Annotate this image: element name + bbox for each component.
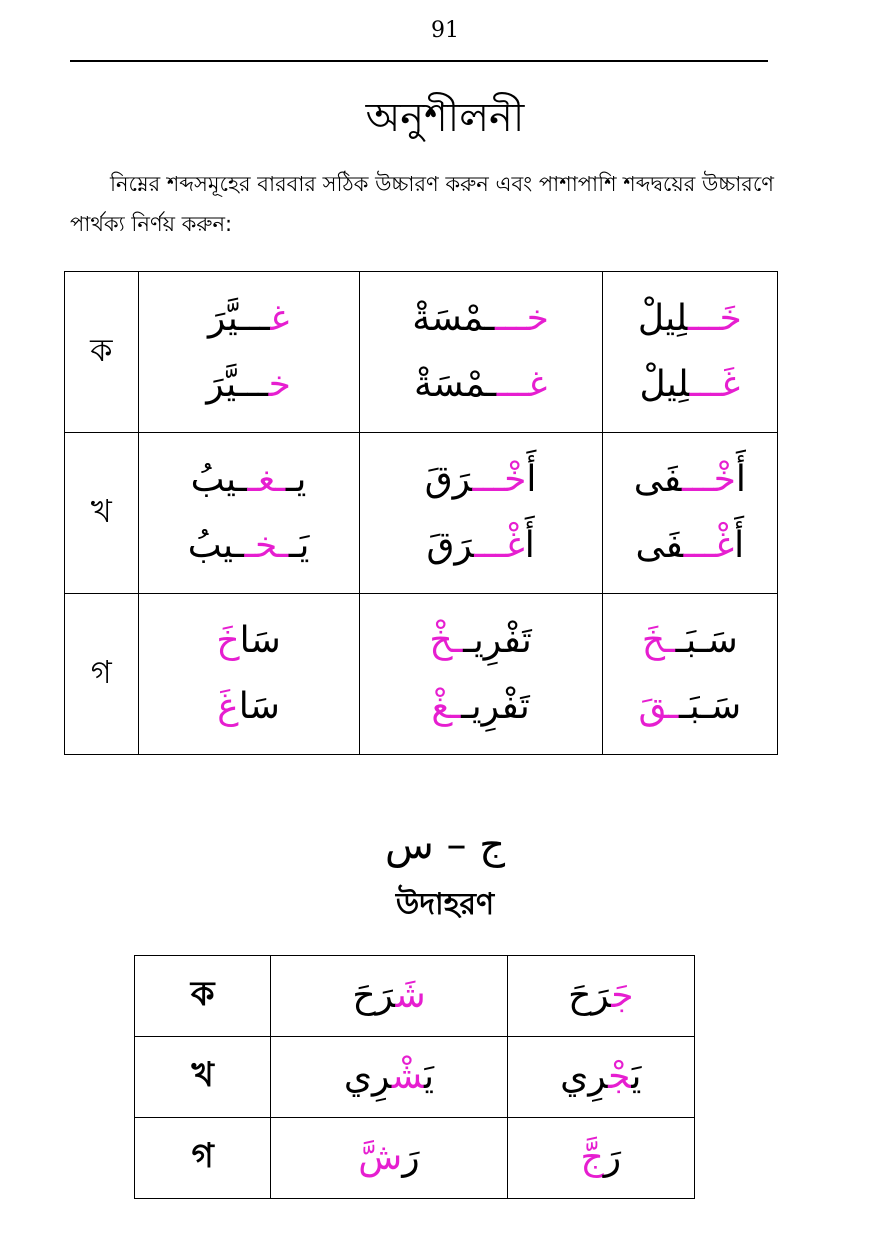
arabic-hl: غَـــ <box>689 364 741 405</box>
arabic-word-bottom <box>360 674 602 740</box>
arabic-word <box>508 1119 694 1197</box>
arabic-post: ـمْسَةْ <box>413 364 497 405</box>
page-number: 91 <box>431 18 459 43</box>
arabic-hl: غْـــ <box>474 525 525 566</box>
example-heading: উদাহরণ <box>395 887 495 922</box>
arabic-hl: ـغـ <box>247 459 286 500</box>
example-word-cell <box>507 1118 694 1199</box>
arabic-hl: جْ <box>608 1056 632 1097</box>
arabic-hl: ـغْ <box>431 686 462 727</box>
arabic-hl: ـخَ <box>641 620 676 661</box>
row-label: ক <box>135 956 271 1037</box>
arabic-pre: تَفْرِيـ <box>461 686 530 727</box>
row-label: খ <box>65 433 139 594</box>
arabic-word-top <box>139 608 359 674</box>
arabic-word <box>271 957 506 1035</box>
table-row <box>65 433 778 594</box>
arabic-hl: خْـــ <box>681 459 736 500</box>
arabic-post: رِي <box>560 1056 609 1097</box>
example-table <box>134 955 695 1199</box>
arabic-pre: سَا <box>238 686 280 727</box>
arabic-word-bottom <box>603 352 777 418</box>
arabic-word-bottom <box>139 352 359 418</box>
word-pair-cell <box>602 433 777 594</box>
arabic-hl: غَ <box>217 686 239 727</box>
arabic-hl: شَّ <box>358 1137 403 1178</box>
arabic-pre: سَـبَـ <box>679 686 742 727</box>
arabic-hl: ـقَ <box>638 686 680 727</box>
arabic-word-top <box>603 286 777 352</box>
arabic-word-top <box>139 286 359 352</box>
word-pair-cell <box>138 272 359 433</box>
arabic-pre: يَـ <box>288 525 310 566</box>
arabic-post: ـــيَّرَ <box>206 364 269 405</box>
page-title: অনুশীলনী <box>365 95 525 141</box>
arabic-word-top <box>360 286 602 352</box>
example-word-cell <box>507 1037 694 1118</box>
arabic-hl: خَـــ <box>687 298 742 339</box>
arabic-post: ـــيَّرَ <box>207 298 271 339</box>
row-label: ক <box>65 272 139 433</box>
arabic-post: ـيبُ <box>187 525 245 566</box>
arabic-hl: خ <box>268 364 291 405</box>
arabic-word-bottom <box>603 513 777 579</box>
arabic-hl: غ <box>270 298 290 339</box>
arabic-pre: سَا <box>239 620 281 661</box>
arabic-hl: خَ <box>216 620 240 661</box>
table-row <box>135 1118 695 1199</box>
arabic-pre: أَ <box>734 525 745 566</box>
arabic-hl: جَ <box>611 975 634 1016</box>
word-pair-cell <box>359 594 602 755</box>
exercise-table <box>64 271 778 755</box>
arabic-pre: أَ <box>735 459 746 500</box>
arabic-post: رَحَ <box>568 975 612 1016</box>
arabic-hl: جَّ <box>580 1137 604 1178</box>
arabic-post: رَحَ <box>352 975 396 1016</box>
arabic-word <box>508 957 694 1035</box>
row-label: গ <box>135 1118 271 1199</box>
arabic-post: ـيبُ <box>190 459 248 500</box>
arabic-word-bottom <box>139 674 359 740</box>
arabic-pre: رَ <box>603 1137 622 1178</box>
arabic-post: رَقَ <box>424 459 473 500</box>
arabic-post: لِيلْ <box>637 298 688 339</box>
table-row <box>135 956 695 1037</box>
arabic-pre: يَ <box>631 1056 642 1097</box>
table-row <box>135 1037 695 1118</box>
arabic-hl: غْـــ <box>683 525 735 566</box>
arabic-hl: ـخـ <box>244 525 289 566</box>
example-word-cell <box>271 1118 507 1199</box>
arabic-word-top <box>603 447 777 513</box>
arabic-hl: خـــ <box>495 298 549 339</box>
word-pair-cell <box>138 594 359 755</box>
header-rule <box>70 60 768 62</box>
instruction-text: নিম্নের শব্দসমূহের বারবার সঠিক উচ্চারণ করুন এবং পাশাপাশি শব্দদ্বয়ের উচ্চারণে পার্থক্য নির্ণয় করুন: <box>70 172 774 236</box>
arabic-pre: رَ <box>402 1137 420 1178</box>
arabic-word-bottom <box>139 513 359 579</box>
arabic-word <box>271 1119 506 1197</box>
arabic-word-top <box>360 608 602 674</box>
arabic-word <box>508 1038 694 1116</box>
arabic-hl: غـــ <box>496 364 548 405</box>
row-label: গ <box>65 594 139 755</box>
word-pair-cell <box>602 272 777 433</box>
arabic-post: فَى <box>635 525 684 566</box>
row-label: খ <box>135 1037 271 1118</box>
arabic-pre: أَ <box>526 459 537 500</box>
arabic-post: ـمْسَةْ <box>412 298 496 339</box>
arabic-word-bottom <box>360 352 602 418</box>
word-pair-cell <box>602 594 777 755</box>
arabic-pre: سَـبَـ <box>675 620 738 661</box>
arabic-post: رِي <box>343 1056 392 1097</box>
arabic-pre: أَ <box>524 525 535 566</box>
arabic-pre: يَ <box>424 1056 435 1097</box>
arabic-pre: يـ <box>285 459 307 500</box>
arabic-post: فَى <box>633 459 682 500</box>
section-title: ج – س <box>384 822 506 868</box>
word-pair-cell <box>359 433 602 594</box>
arabic-pre: تَفْرِيـ <box>463 620 532 661</box>
word-pair-cell <box>359 272 602 433</box>
example-word-cell <box>271 956 507 1037</box>
arabic-hl: شْ <box>391 1056 425 1097</box>
arabic-word-top <box>139 447 359 513</box>
arabic-hl: ـخْ <box>429 620 464 661</box>
arabic-post: لِيلْ <box>639 364 690 405</box>
example-word-cell <box>271 1037 507 1118</box>
word-pair-cell <box>138 433 359 594</box>
arabic-word-top <box>603 608 777 674</box>
table-row <box>65 272 778 433</box>
arabic-word-bottom <box>603 674 777 740</box>
arabic-word-bottom <box>360 513 602 579</box>
arabic-word-top <box>360 447 602 513</box>
example-word-cell <box>507 956 694 1037</box>
arabic-word <box>271 1038 506 1116</box>
arabic-hl: شَ <box>395 975 426 1016</box>
arabic-post: رَقَ <box>426 525 475 566</box>
arabic-hl: خْـــ <box>472 459 527 500</box>
table-row <box>65 594 778 755</box>
